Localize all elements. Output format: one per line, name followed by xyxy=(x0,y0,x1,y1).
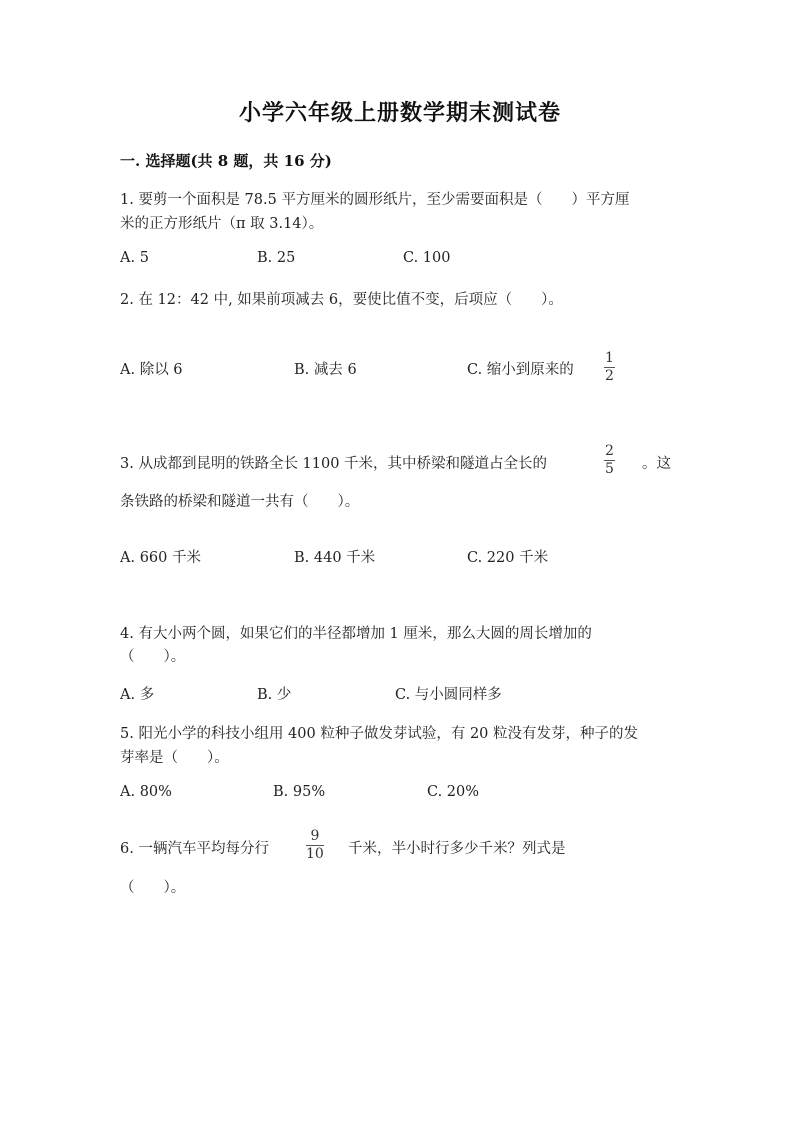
question-2-option-c: C. 缩小到原来的 xyxy=(467,362,574,378)
page-title: 小学六年级上册数学期末测试卷 xyxy=(238,100,561,126)
question-4-option-c: C. 与小圆同样多 xyxy=(395,687,502,703)
question-5-line-1: 5. 阳光小学的科技小组用 400 粒种子做发芽试验，有 20 粒没有发芽，种子的发 xyxy=(120,726,639,742)
question-5-option-c: C. 20% xyxy=(427,784,480,800)
question-5-option-b: B. 95% xyxy=(273,784,326,800)
question-3-option-a: A. 660 千米 xyxy=(120,550,201,566)
fraction-nine-tenths xyxy=(306,829,324,862)
question-3-line-1: 3. 从成都到昆明的铁路全长 1100 千米，其中桥梁和隧道占全长的 xyxy=(120,456,548,472)
question-3-option-c: C. 220 千米 xyxy=(467,550,549,566)
section-heading: 一. 选择题(共 8 题，共 16 分) xyxy=(120,152,332,170)
fraction-denominator: 10 xyxy=(306,846,324,862)
question-1-option-b: B. 25 xyxy=(257,250,296,266)
question-6-line-1-tail: 千米，半小时行多少千米？列式是 xyxy=(348,841,566,857)
question-3-line-2: 条铁路的桥梁和隧道一共有（ ）。 xyxy=(120,494,360,510)
fraction-denominator: 2 xyxy=(605,368,614,384)
question-3-line-1-tail: 。这 xyxy=(642,456,671,472)
question-4-line-2: （ ）。 xyxy=(120,649,186,665)
question-2-option-a: A. 除以 6 xyxy=(120,362,183,378)
question-2-option-b: B. 减去 6 xyxy=(294,362,357,378)
question-4-line-1: 4. 有大小两个圆，如果它们的半径都增加 1 厘米，那么大圆的周长增加的 xyxy=(120,626,592,642)
fraction-numerator: 9 xyxy=(310,828,320,844)
question-6-line-1: 6. 一辆汽车平均每分行 xyxy=(120,841,269,857)
fraction-two-fifths xyxy=(604,444,615,477)
question-1-option-a: A. 5 xyxy=(120,250,149,266)
question-1-line-2: 米的正方形纸片（π 取 3.14）。 xyxy=(120,216,324,232)
question-4-option-a: A. 多 xyxy=(120,687,155,703)
question-5-option-a: A. 80% xyxy=(120,784,172,800)
question-2-line-1: 2. 在 12：42 中, 如果前项减去 6，要使比值不变，后项应（ ）。 xyxy=(120,292,563,308)
question-1-line-1: 1. 要剪一个面积是 78.5 平方厘米的圆形纸片，至少需要面积是（ ）平方厘 xyxy=(120,192,630,208)
question-5-line-2: 芽率是（ ）。 xyxy=(120,750,229,766)
fraction-numerator: 1 xyxy=(605,350,614,366)
question-3-option-b: B. 440 千米 xyxy=(294,550,376,566)
fraction-one-half xyxy=(604,351,615,384)
question-6-line-2: （ ）。 xyxy=(120,880,186,896)
question-1-option-c: C. 100 xyxy=(403,250,451,266)
fraction-denominator: 5 xyxy=(605,461,614,477)
question-4-option-b: B. 少 xyxy=(257,687,292,703)
fraction-numerator: 2 xyxy=(605,443,614,459)
